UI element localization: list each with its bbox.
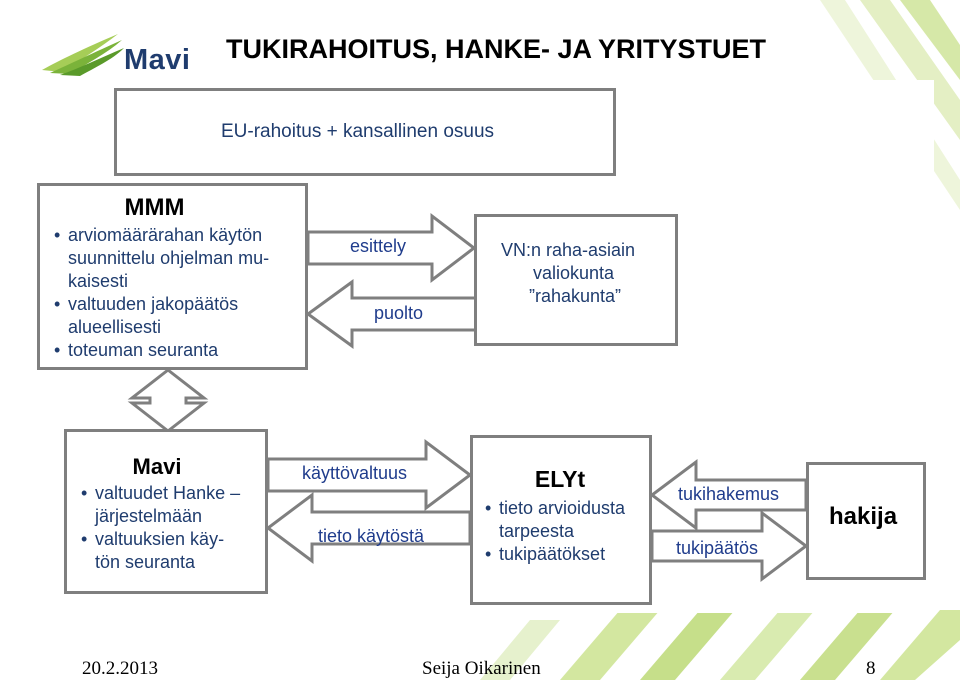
ely-item: • tieto arvioidusta tarpeesta <box>485 497 649 543</box>
mmm-item: • valtuuden jakopäätös alueellisesti <box>54 293 278 339</box>
label-tukihakemus: tukihakemus <box>678 484 780 504</box>
ely-box <box>470 435 652 605</box>
mavi-item: • valtuudet Hanke – järjestelmään <box>81 482 263 528</box>
mmm-title: MMM <box>124 194 185 221</box>
ely-item: • tukipäätökset <box>485 543 645 566</box>
vn-line: VN:n raha-asiain <box>501 240 636 260</box>
arrow-mmm-mavi <box>132 370 204 431</box>
eu-funding-box <box>114 88 616 176</box>
mavi-title: Mavi <box>132 454 182 479</box>
mmm-box <box>37 183 308 370</box>
vn-committee-box <box>474 214 678 346</box>
mavi-item: • valtuuksien käy-tön seuranta <box>81 528 245 574</box>
label-tukipaatos: tukipäätös <box>676 538 759 558</box>
vn-line: valiokunta <box>533 263 615 283</box>
applicant-text: hakija <box>829 503 898 530</box>
footer-author: Seija Oikarinen <box>422 658 541 679</box>
eu-funding-text: EU-rahoitus + kansallinen osuus <box>221 121 495 142</box>
page-title: TUKIRAHOITUS, HANKE- JA YRITYSTUET <box>226 34 767 64</box>
mavi-list <box>81 482 259 574</box>
logo-text: Mavi <box>124 44 191 76</box>
mavi-box <box>64 429 268 594</box>
footer-page-number: 8 <box>866 658 876 679</box>
label-puolto: puolto <box>374 303 424 323</box>
applicant-box <box>806 462 926 580</box>
vn-line: ”rahakunta” <box>529 286 622 306</box>
label-kayttovaltuus: käyttövaltuus <box>302 463 408 483</box>
footer-date: 20.2.2013 <box>82 658 158 679</box>
mmm-list <box>54 224 295 362</box>
label-esittely: esittely <box>350 236 407 256</box>
ely-list <box>485 497 645 566</box>
mmm-item: • toteuman seuranta <box>54 339 295 362</box>
mmm-item: • arviomäärärahan käytön suunnittelu ohjelman mu-kaisesti <box>54 224 300 293</box>
ely-title: ELYt <box>534 466 586 492</box>
label-tieto-kaytosta: tieto käytöstä <box>318 526 425 546</box>
